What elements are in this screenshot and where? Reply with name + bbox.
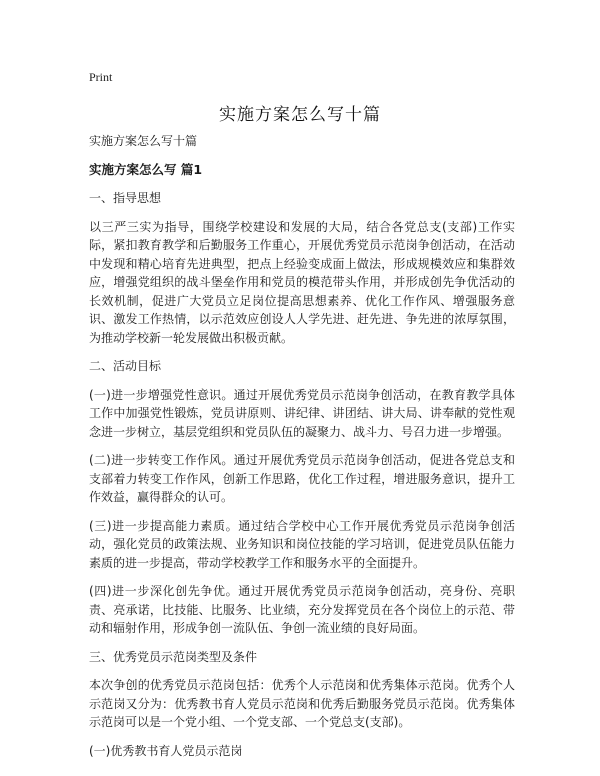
paragraph: (一)进一步增强党性意识。通过开展优秀党员示范岗争创活动，在教育教学具体工作中加强党性锻炼，党员讲原则、讲纪律、讲团结、讲大局、讲奉献的党性观念进一步树立，基层党组织和党员队伍的凝聚力、战斗力、号召力进一步增强。 bbox=[89, 387, 515, 439]
heading-activity-goals: 二、活动目标 bbox=[89, 359, 162, 373]
heading-post-types: 三、优秀党员示范岗类型及条件 bbox=[89, 649, 258, 664]
page-title: 实施方案怎么写十篇 bbox=[219, 105, 381, 125]
document-subtitle: 实施方案怎么写十篇 bbox=[89, 134, 198, 148]
print-label[interactable]: Print bbox=[89, 70, 113, 84]
heading-teaching-post: (一)优秀教书育人党员示范岗 bbox=[89, 743, 243, 758]
heading-guiding-ideology: 一、指导思想 bbox=[89, 191, 162, 205]
paragraph: (二)进一步转变工作作风。通过开展优秀党员示范岗争创活动，促进各党总支和支部着力转变工作作风，创新工作思路，优化工作过程，增进服务意识，提升工作效益，赢得群众的认可。 bbox=[89, 453, 515, 504]
document-body bbox=[89, 132, 515, 770]
paragraph: (四)进一步深化创先争优。通过开展优秀党员示范岗争创活动，亮身份、亮职责、亮承诺，比技能、比服务、比业绩，充分发挥党员在各个岗位上的示范、带动和辐射作用，形成争创一流队伍、争创一流业绩的良好局面。 bbox=[89, 584, 515, 635]
paragraph: 本次争创的优秀党员示范岗包括：优秀个人示范岗和优秀集体示范岗。优秀个人示范岗又分为：优秀教书育人党员示范岗和优秀后勤服务党员示范岗。优秀集体示范岗可以是一个党小组、一个党支部、一个党总支(支部)。 bbox=[89, 678, 515, 729]
section-title: 实施方案怎么写 篇1 bbox=[89, 161, 203, 177]
paragraph: 以三严三实为指导，围绕学校建设和发展的大局，结合各党总支(支部)工作实际，紧扣教育教学和后勤服务工作重心，开展优秀党员示范岗争创活动，在活动中发现和精心培育先进典型，把点上经验变成面上做法，形成规模效应和集群效应，增强党组织的战斗堡垒作用和党员的模范带头作用，并形成创先争优活动的长效机制，促进广大党员立足岗位提高思想素养、优化工作作风、增强服务意识、激发工作热情，以示范效应创设人人学先进、赶先进、争先进的浓厚氛围，为推动学校新一轮发展做出积极贡献。 bbox=[89, 219, 515, 345]
paragraph: (三)进一步提高能力素质。通过结合学校中心工作开展优秀党员示范岗争创活动，强化党员的政策法规、业务知识和岗位技能的学习培训，促进党员队伍能力素质的进一步提高，带动学校教学工作和服务水平的全面提升。 bbox=[89, 518, 515, 570]
